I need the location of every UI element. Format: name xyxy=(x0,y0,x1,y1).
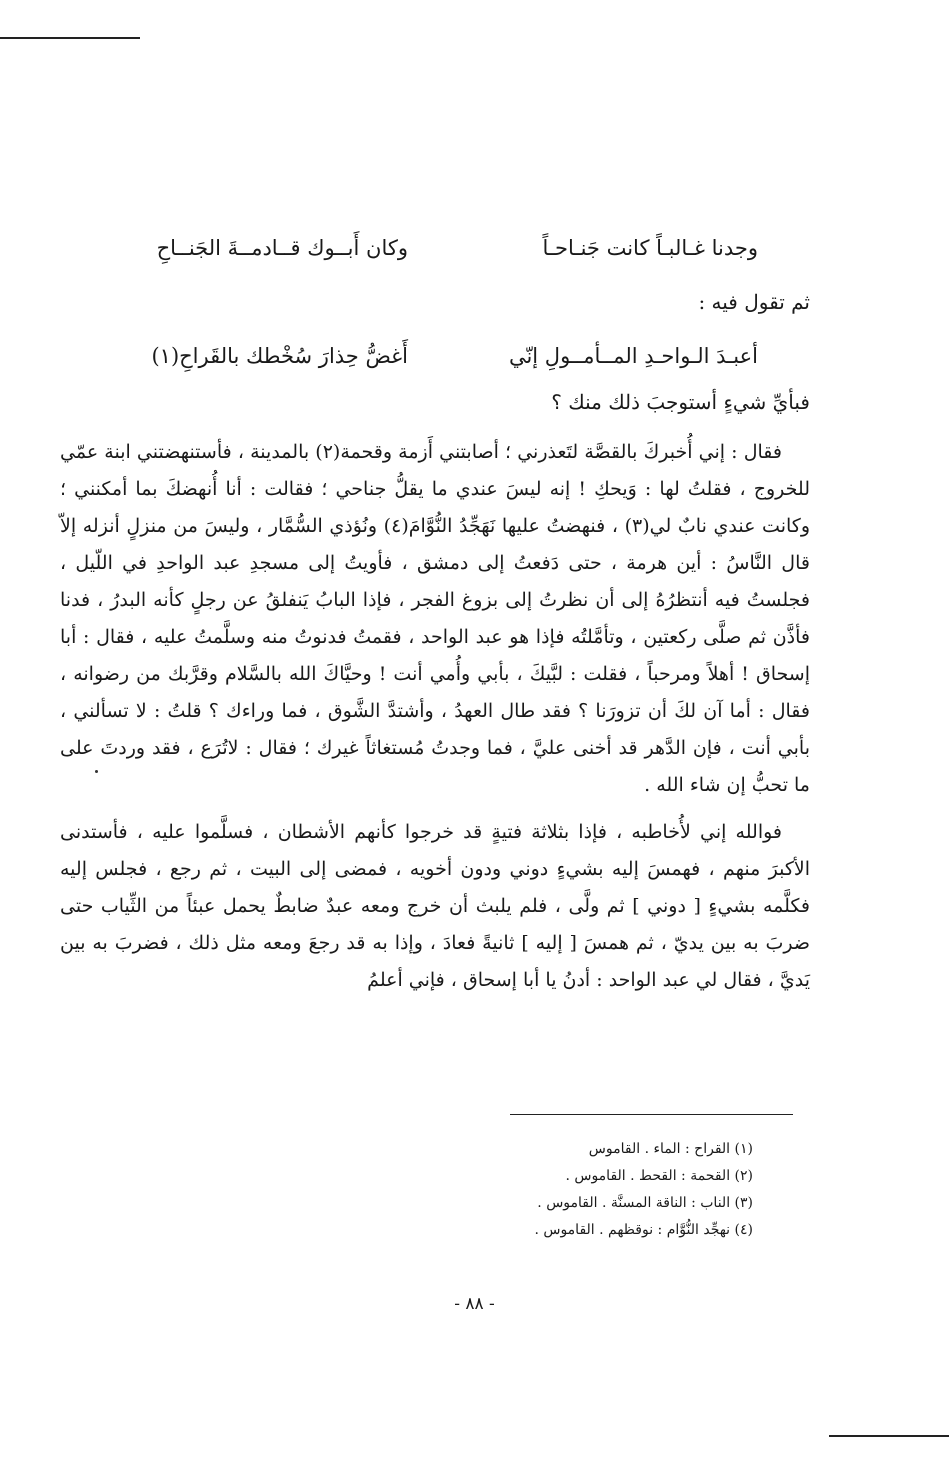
page-number: - ٨٨ - xyxy=(454,1294,495,1314)
scan-edge-line-top xyxy=(0,37,140,39)
footnotes-list xyxy=(333,1136,753,1244)
poem-verse-2 xyxy=(60,336,810,376)
verse-2-second-hemistich: أَغضُّ حِذارَ سُخْطك بالقَراحِ(١) xyxy=(151,344,408,368)
body-paragraph-1: فقال : إني أُخبركَ بالقصَّة لتَعذرني ؛ أصابتني أَزمة وقحمة(٢) بالمدينة ، فأستنهضتني ابنة عمّي للخروج ، فقلتُ لها : وَيحكِ ! إنه ليسَ عندي ما يقلُّ جناحي ؛ فقالت : أنا أُنهضكَ بما أمكنني ؛ وكانت عندي نابٌ لي(٣) ، فنهضتُ عليها نَهَجِّدُ النُّوَّامَ(٤) ونُؤذي السُّمَّار ، وليسَ من منزلٍ أنزله إلاّ قال النَّاسُ : أين هرمة ، حتى دَفعتُ إلى دمشق ، فأويتُ إلى مسجدِ عبد الواحدِ في اللّيل ، فجلستُ فيه أنتظرُهُ إلى أن نظرتُ إلى بزوغ الفجر ، فإذا البابُ يَنفلقُ عن رجلٍ كأنه البدرُ ، فدنا فأذَّن ثم صلَّى ركعتين ، وتأمَّلتُه فإذا هو عبد الواحد ، فقمتُ فدنوتُ منه وسلَّمتُ عليه ، فقال : أبا إسحاق ! أهلاً ومرحباً ، فقلت : لبَّيكَ ، بأبي وأُمي أنت ! وحيَّاكَ الله بالسَّلام وقرَّبك من رضوانه ، فقال : أما آن لكَ أن تزورَنا ؟ فقد طال العهدُ ، وأشتدَّ الشَّوق ، فما وراءك ؟ قلتُ : لا تسألني ، بأبي أنت ، فإن الدَّهر قد أخنى عليَّ ، فما وجدتُ مُستغاثاً غيرك ؛ فقال : لاتُرَع ، فقد وردتَ على ما تحبُّ إن شاء الله . xyxy=(60,441,810,796)
poem-verse-1 xyxy=(60,228,810,268)
verse-1-first-hemistich: وجدنا غـالبـاً كانت جَنـاحـاً xyxy=(542,236,758,260)
footnote-2: (٢) القحمة : القحط . القاموس . xyxy=(565,1168,753,1184)
poem-question-line: فبأيِّ شيءٍ أستوجبَ ذلك منك ؟ xyxy=(551,390,810,414)
footnote-3: (٣) الناب : الناقة المسنَّة . القاموس . xyxy=(537,1195,753,1211)
poem-intro-line: ثم تقول فيه : xyxy=(698,290,810,314)
footnote-4: (٤) نهجِّد النُّوَّام : نوقظهم . القاموس . xyxy=(534,1222,753,1238)
scan-edge-line-bottom xyxy=(829,1435,949,1437)
footnote-1: (١) القراح : الماء . القاموس xyxy=(588,1141,753,1157)
page-body xyxy=(60,228,810,999)
footnote-separator xyxy=(510,1114,793,1115)
body-paragraph-2: فوالله إني لأُخاطبه ، فإذا بثلاثة فتيةٍ قد خرجوا كأنهم الأشطان ، فسلَّموا عليه ، فأستدنى الأكبرَ منهم ، فهمسَ إليه بشيءٍ دوني ودون أخويه ، فمضى إلى البيت ، ثم رجع ، فجلس إليه فكلَّمه بشيءٍ [ دوني ] ثم ولَّى ، فلم يلبث أن خرج ومعه عبدٌ ضابطٌ يحمل عبئاً من الثِّياب حتى ضربَ به بين يديّ ، ثم همسَ [ إليه ] ثانيةً فعادَ ، وإذا به قد رجعَ ومعه مثل ذلك ، فضربَ به بين يَديَّ ، فقال لي عبد الواحد : أدنُ يا أبا إسحاق ، فإني أعلمُ xyxy=(60,821,810,991)
verse-2-first-hemistich: أعبـدَ الـواحـدِ المــأمــولِ إنّي xyxy=(508,344,758,368)
verse-1-second-hemistich: وكان أَبــوك قــادمــةَ الجَنــاحِ xyxy=(156,236,408,260)
